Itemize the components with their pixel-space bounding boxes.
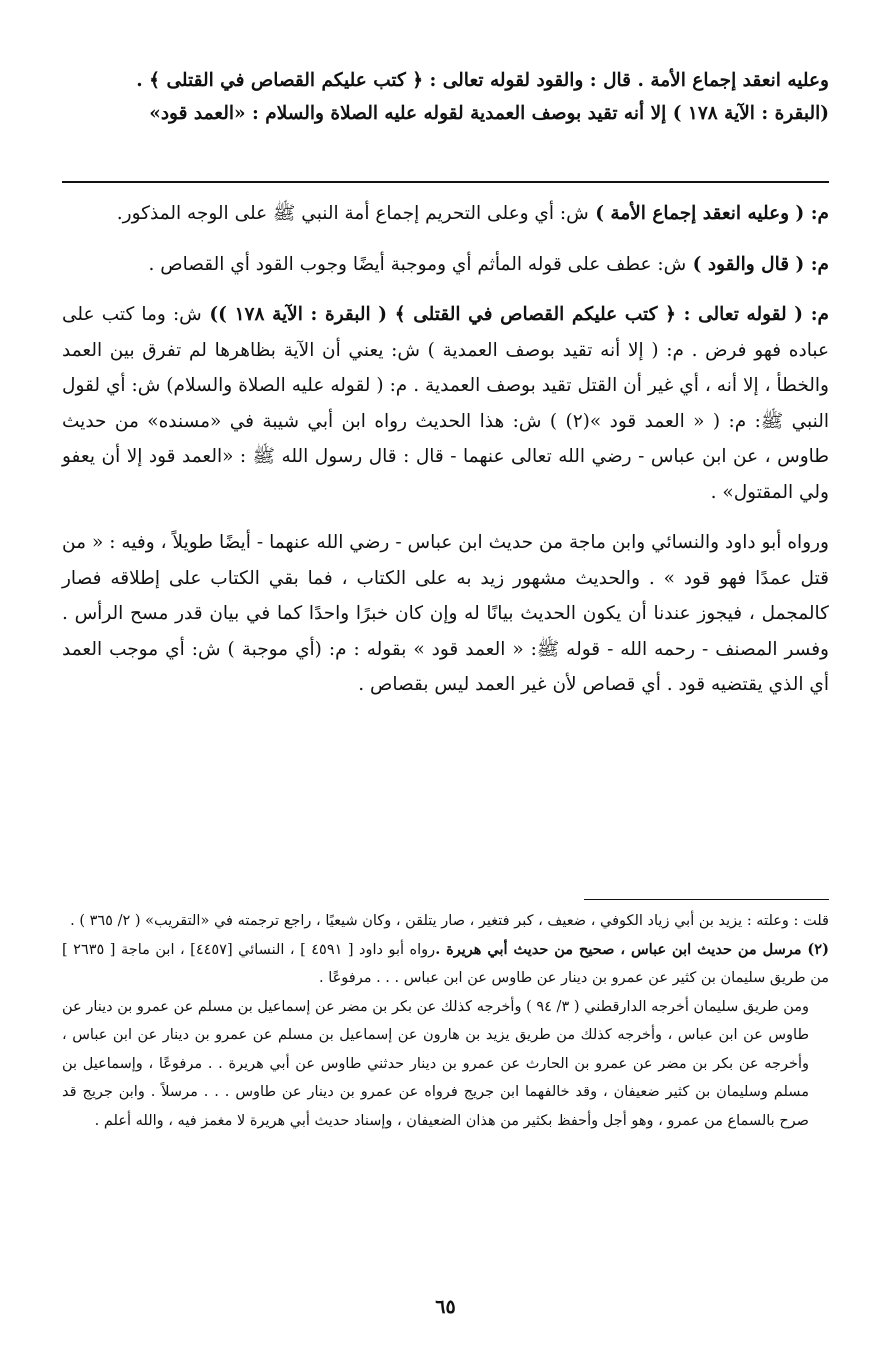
matn-line-2: (البقرة : الآية ١٧٨ ) إلا أنه تقيد بوصف العمدية لقوله عليه الصلاة والسلام : «العمد قود» — [149, 103, 829, 124]
matn-line-1: وعليه انعقد إجماع الأمة . قال : والقود لقوله تعالى : ﴿ كتب عليكم القصاص في القتلى ﴾ . — [136, 70, 829, 91]
commentary-lead: م: ( وعليه انعقد إجماع الأمة ) — [588, 203, 829, 224]
footnote-separator-rule — [584, 899, 829, 900]
footnote-lead: (٢) مرسل من حديث ابن عباس ، صحيح من حديث أبي هريرة . — [435, 940, 829, 958]
footnote-text: قلت : وعلته : يزيد بن أبي زياد الكوفي ، ضعيف ، كبر فتغير ، صار يتلقن ، وكان شيعيًا ، راجع ترجمته في «التقريب» ( ٢/ ٣٦٥ ) . — [70, 913, 829, 929]
matn-text — [62, 64, 829, 130]
footnote-text: ومن طريق سليمان أخرجه الدارقطني ( ٣/ ٩٤ ) وأخرجه كذلك عن بكر بن مضر عن إسماعيل بن مسلم عن عمرو بن دينار عن طاوس عن ابن عباس ، وأخرجه كذلك من طريق يزيد بن هارون عن إسماعيل بن مسلم عن عمرو بن دينار عن ابن عباس ، وأخرجه عن بكر بن مضر عن عمرو بن الحارث عن عمرو بن دينار حدثني طاوس عن أبي هريرة . . مرفوعًا ، وإسماعيل بن مسلم وسليمان بن كثير ضعيفان ، وقد خالفهما ابن جريج فرواه عن عمرو بن دينار عن طاوس . . . مرسلاً . وابن جريج قد صرح بالسماع من عمرو ، وهو أجل وأحفظ بكثير من هذان الضعيفان ، وإسناد حديث أبي هريرة لا مغمز فيه ، والله أعلم . — [62, 998, 810, 1129]
commentary-paragraph — [62, 297, 829, 510]
commentary — [62, 196, 829, 718]
commentary-lead: م: ( قال والقود ) — [686, 253, 829, 275]
footnote — [62, 907, 829, 936]
footnote — [62, 936, 829, 993]
commentary-text: ش: وما كتب على عباده فهو فرض . م: ( إلا أنه تقيد بوصف العمدية ) ش: يعني أن الآية بظاهرها لم تفرق بين العمد والخطأ ، إلا أنه ، أي غير أن القتل تقيد بوصف العمدية . م: ( لقوله عليه الصلاة والسلام) ش: أي لقول النبي ﷺ: م: ( « العمد قود »(٢) ) ش: هذا الحديث رواه ابن أبي شيبة في «مسنده» من حديث طاوس ، عن ابن عباس - رضي الله تعالى عنهما - قال : قال رسول الله ﷺ : «العمد قود إلا أن يعفو ولي المقتول» . — [62, 304, 829, 503]
page-number: ٦٥ — [435, 1296, 456, 1318]
commentary-paragraph — [62, 196, 829, 232]
commentary-lead: م: ( لقوله تعالى : ﴿ كتب عليكم القصاص في القتلى ﴾ ( البقرة : الآية ١٧٨ )) — [201, 304, 830, 325]
footnote — [62, 993, 829, 1136]
commentary-text: ش: عطف على قوله المأثم أي وموجبة أيضًا وجوب القود أي القصاص . — [148, 253, 687, 275]
commentary-paragraph — [62, 525, 829, 703]
commentary-text: ورواه أبو داود والنسائي وابن ماجة من حديث ابن عباس - رضي الله عنهما - أيضًا طويلاً ، وفيه : « من قتل عمدًا فهو قود » . والحديث مشهور زيد به على الكتاب ، فما بقي الكتاب على إطلاقه فصار كالمجمل ، فيجوز عندنا أن يكون الحديث بيانًا له وإن كان خبرًا واحدًا كما في بيان قدر مسح الرأس . وفسر المصنف - رحمه الله - قوله ﷺ: « العمد قود » بقوله : م: (أي موجبة ) ش: أي موجب العمد أي الذي يقتضيه قود . أي قصاص لأن غير العمد ليس بقصاص . — [62, 532, 829, 695]
page — [62, 0, 829, 1367]
footnotes — [62, 907, 829, 1135]
footnote-text: رواه أبو داود [ ٤٥٩١ ] ، النسائي [٤٤٥٧] ، ابن ماجة [ ٢٦٣٥ ] من طريق سليمان بن كثير عن عمرو بن دينار عن طاوس عن ابن عباس . . . مرفوعًا . — [62, 941, 829, 986]
matn-separator-rule — [62, 181, 829, 183]
commentary-paragraph — [62, 247, 829, 283]
commentary-text: ش: أي وعلى التحريم إجماع أمة النبي ﷺ على الوجه المذكور. — [116, 203, 589, 224]
